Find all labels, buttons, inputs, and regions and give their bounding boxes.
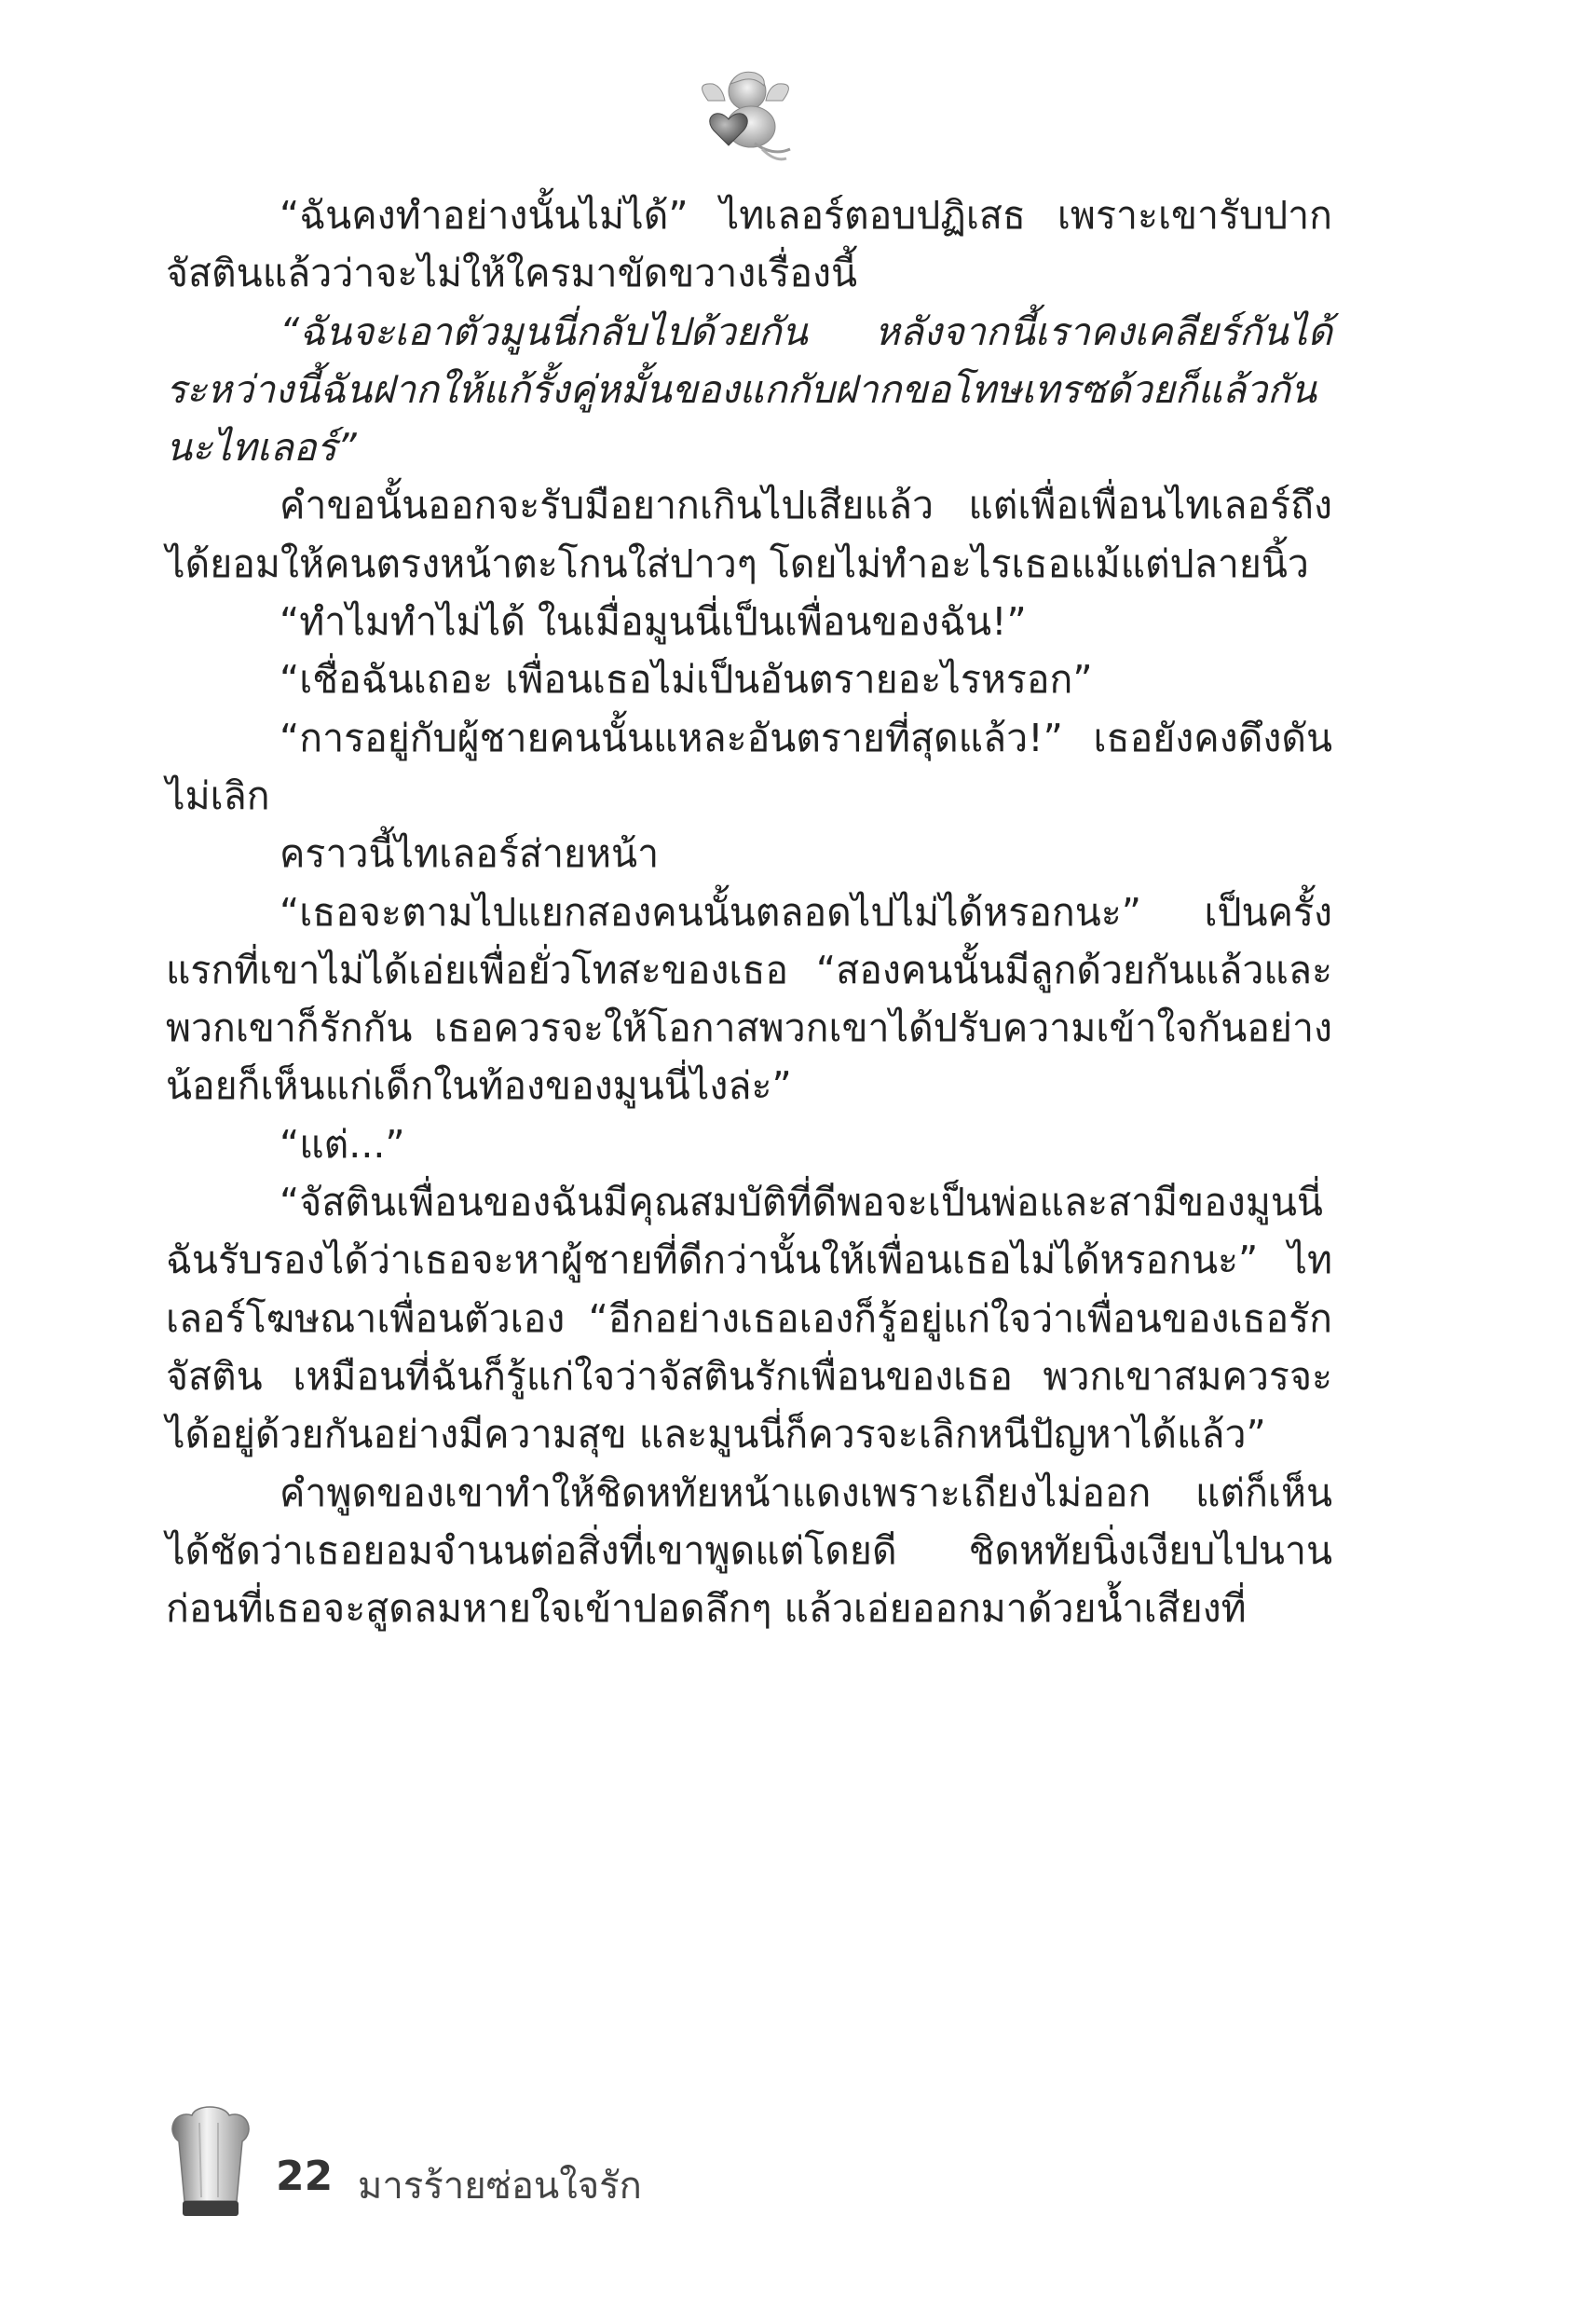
- paragraph: “ทำไมทำไม่ได้ ในเมื่อมูนนี่เป็นเพื่อนของฉัน!”: [280, 599, 1027, 645]
- paragraph: “จัสตินเพื่อนของฉันมีคุณสมบัติที่ดีพอจะเป็นพ่อและสามีของมูนนี่ ฉันรับรองได้ว่าเธอจะหาผู้ชายที่ดีกว่านั้นให้เพื่อนเธอไม่ได้หรอกนะ” ไทเลอร์โฆษณาเพื่อนตัวเอง “อีกอย่างเธอเองก็รู้อยู่แก่ใจว่าเพื่อนของเธอรักจัสติน เหมือนที่ฉันก็รู้แก่ใจว่าจัสตินรักเพื่อนของเธอ พวกเขาสมควรจะได้อยู่ด้วยกันอย่างมีความสุข และมูนนี่ก็ควรจะเลิกหนีปัญหาได้แล้ว”: [166, 1180, 1332, 1457]
- chef-hat-icon: [166, 2104, 255, 2225]
- body-text: [166, 186, 1332, 1637]
- paragraph: “ฉันคงทำอย่างนั้นไม่ได้” ไทเลอร์ตอบปฏิเสธ เพราะเขารับปากจัสตินแล้วว่าจะไม่ให้ใครมาขัดขวางเรื่องนี้: [166, 193, 1332, 296]
- paragraph: คำขอนั้นออกจะรับมือยากเกินไปเสียแล้ว แต่เพื่อเพื่อนไทเลอร์ถึงได้ยอมให้คนตรงหน้าตะโกนใส่ปาวๆ โดยไม่ทำอะไรเธอแม้แต่ปลายนิ้ว: [166, 483, 1332, 586]
- paragraph: “แต่...”: [280, 1121, 405, 1167]
- book-title: มารร้ายซ่อนใจรัก: [358, 2165, 642, 2208]
- cupid-with-heart-icon: [689, 63, 801, 166]
- paragraph: “การอยู่กับผู้ชายคนนั้นแหละอันตรายที่สุดแล้ว!” เธอยังคงดึงดันไม่เลิก: [166, 715, 1332, 818]
- paragraph: คราวนี้ไทเลอร์ส่ายหน้า: [280, 831, 660, 877]
- paragraph: “เธอจะตามไปแยกสองคนนั้นตลอดไปไม่ได้หรอกนะ” เป็นครั้งแรกที่เขาไม่ได้เอ่ยเพื่อยั่วโทสะของเธอ “สองคนนั้นมีลูกด้วยกันแล้วและพวกเขาก็รักกัน เธอควรจะให้โอกาสพวกเขาได้ปรับความเข้าใจกันอย่างน้อยก็เห็นแก่เด็กในท้องของมูนนี่ไงล่ะ”: [166, 889, 1332, 1109]
- paragraph: คำพูดของเขาทำให้ชิดหทัยหน้าแดงเพราะเถียงไม่ออก แต่ก็เห็นได้ชัดว่าเธอยอมจำนนต่อสิ่งที่เขาพูดแต่โดยดี ชิดหทัยนิ่งเงียบไปนานก่อนที่เธอจะสูดลมหายใจเข้าปอดลึกๆ แล้วเอ่ยออกมาด้วยน้ำเสียงที่: [166, 1470, 1332, 1632]
- page-footer: [166, 2104, 911, 2235]
- paragraph: “ฉันจะเอาตัวมูนนี่กลับไปด้วยกัน หลังจากนี้เราคงเคลียร์กันได้ ระหว่างนี้ฉันฝากให้แก้รั้งคู่หมั้นของแกกับฝากขอโทษเทรซด้วยก็แล้วกันนะไทเลอร์”: [166, 308, 1332, 471]
- page-number: 22: [276, 2153, 334, 2200]
- paragraph: “เชื่อฉันเถอะ เพื่อนเธอไม่เป็นอันตรายอะไรหรอก”: [280, 657, 1093, 703]
